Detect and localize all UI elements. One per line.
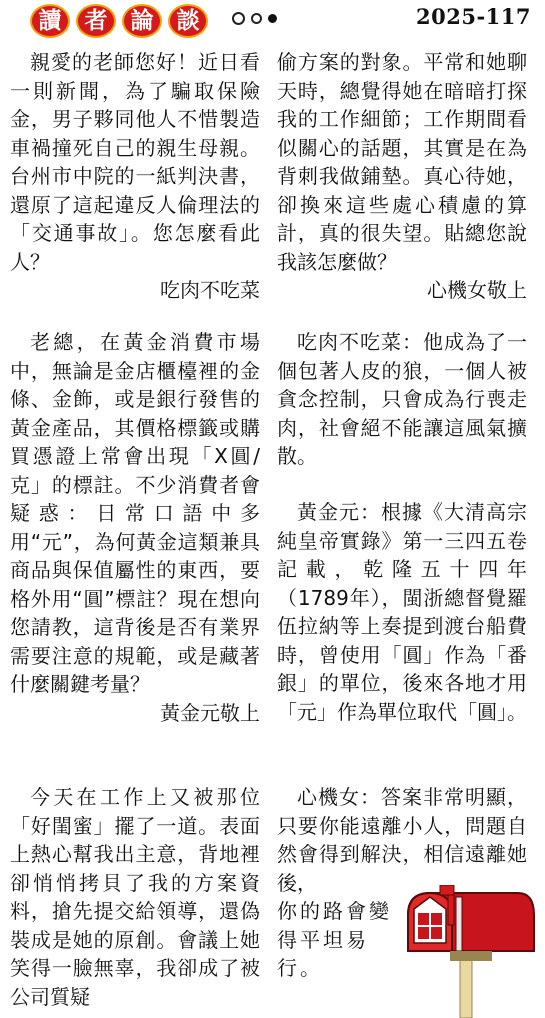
reply-2 (277, 498, 527, 726)
letter-1 (10, 48, 260, 305)
letter-body: 偷方案的對象。平常和她聊天時，總覺得她在暗暗打探我的工作細節；工作期間看似關心的話題，其實是在為背刺我做鋪墊。真心待她，卻換來這些處心積慮的算計，真的很失望。貼總您說我該怎麼做？ (277, 50, 527, 274)
letter-signature: 吃肉不吃菜 (160, 278, 260, 302)
column-title (30, 4, 208, 38)
reply-body: 黃金元：根據《大清高宗純皇帝實錄》第一三四五卷記載，乾隆五十四年（1789年），閩浙總督覺羅伍拉納等上奏提到渡台船費時，曾使用「圓」作為「番銀」的單位，後來各地才用「元」作為單位取代「圓」。 (277, 500, 527, 724)
letter-3-continued (277, 48, 527, 305)
column-header (0, 0, 545, 38)
letter-body: 親愛的老師您好！近日看一則新聞，為了騙取保險金，男子夥同他人不惜製造車禍撞死自己的親生母親。台州市中院的一紙判決書，還原了這起違反人倫理法的「交通事故」。您怎麼看此人？ (10, 50, 260, 274)
red-mailbox-icon (400, 885, 540, 1018)
filled-circle-icon (268, 14, 277, 23)
letter-signature: 心機女敬上 (427, 278, 527, 302)
circle-icon (232, 12, 245, 25)
title-badge: 談 (168, 4, 208, 38)
reply-body: 心機女：答案非常明顯，只要你能遠離小人，問題自然會得到解決，相信遠離她後， (277, 785, 527, 895)
letter-body: 老總，在黃金消費市場中，無論是金店櫃檯裡的金條、金飾，或是銀行發售的黃金產品，其價格標籤或購買憑證上常會出現「X圓/克」的標註。不少消費者會疑惑：日常口語中多用“元”，為何黃金這類兼具商品與保值屬性的東西，要格外用“圓”標註？現在想向您請教，這背後是否有業界需要注意的規範，或是藏著什麼關鍵考量？ (10, 330, 260, 696)
title-badge: 讀 (30, 4, 70, 38)
issue-number: 2025-117 (416, 4, 531, 29)
reply-3-end (277, 897, 395, 983)
reply-body: 你的路會變得平坦易行。 (277, 899, 392, 980)
title-badge: 論 (122, 4, 162, 38)
circle-icon (251, 13, 262, 24)
reply-1 (277, 328, 527, 471)
reply-3 (277, 783, 527, 897)
title-badge: 者 (76, 4, 116, 38)
letter-body: 今天在工作上又被那位「好閨蜜」擺了一道。表面上熱心幫我出主意，背地裡卻悄悄拷貝了我的方案資料，搶先提交給領導，還偽裝成是她的原創。會議上她笑得一臉無辜，我卻成了被公司質疑 (10, 785, 260, 1009)
letter-2 (10, 328, 260, 727)
letter-signature: 黃金元敬上 (160, 700, 260, 725)
decorative-dots (232, 12, 277, 25)
letter-3 (10, 783, 260, 1011)
reply-body: 吃肉不吃菜：他成為了一個包著人皮的狼，一個人被貪念控制，只會成為行喪走肉，社會絕不能讓這風氣擴散。 (277, 330, 527, 468)
